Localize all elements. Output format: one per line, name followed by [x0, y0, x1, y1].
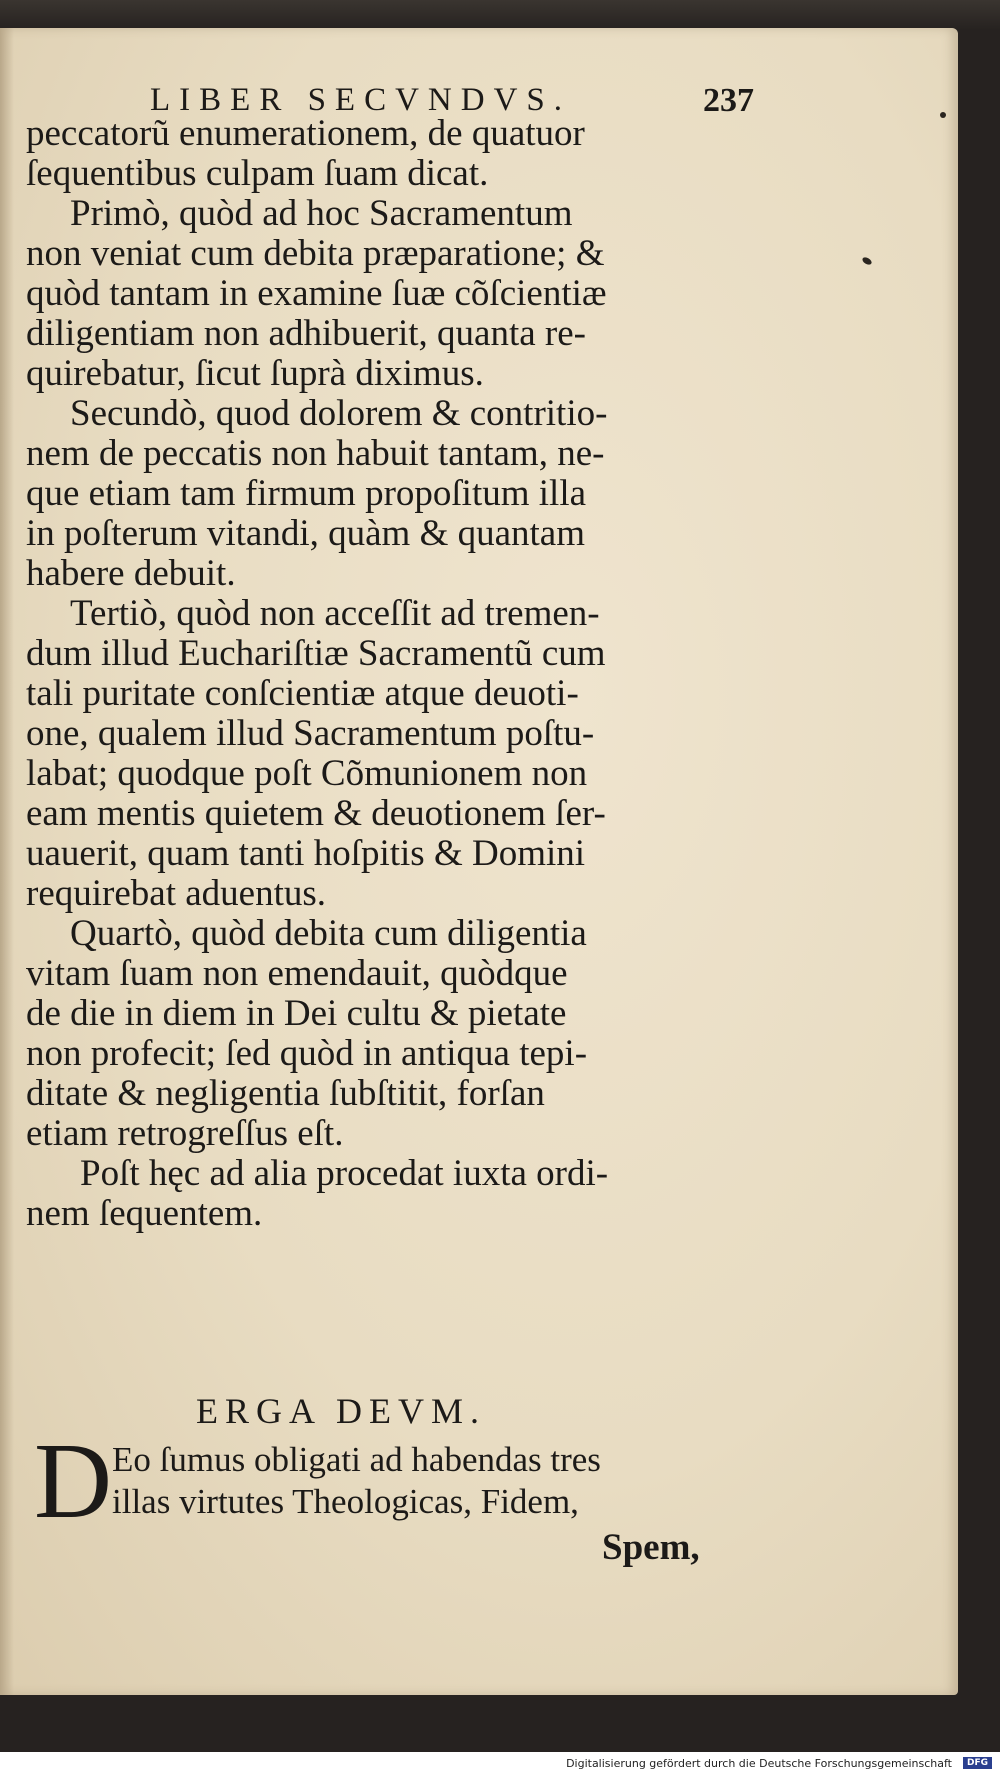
dfg-logo: DFG — [963, 1757, 992, 1769]
text-line: Tertiò, quòd non acceſſit ad tremen- — [70, 593, 600, 634]
drop-cap-initial: D — [34, 1422, 112, 1541]
text-line: one, qualem illud Sacramentum poſtu- — [26, 713, 595, 754]
text-line: etiam retrogreſſus eſt. — [26, 1113, 344, 1154]
text-line: vitam ſuam non emendauit, quòdque — [26, 953, 568, 994]
page-number: 237 — [703, 82, 754, 119]
text-line: quòd tantam in examine ſuæ cõſcientiæ — [26, 273, 607, 314]
text-line: peccatorũ enumerationem, de quatuor — [26, 113, 585, 154]
section-heading: ERGA DEVM. — [196, 1391, 487, 1431]
ink-spot — [940, 112, 946, 118]
text-line: requirebat aduentus. — [26, 873, 326, 914]
footer-credit: Digitalisierung gefördert durch die Deutsche Forschungsgemeinschaft — [566, 1757, 952, 1770]
text-line: tali puritate conſcientiæ atque deuoti- — [26, 673, 579, 714]
text-line: diligentiam non adhibuerit, quanta re- — [26, 313, 586, 354]
text-line: nem de peccatis non habuit tantam, ne- — [26, 433, 605, 474]
text-line: Quartò, quòd debita cum diligentia — [70, 913, 587, 954]
text-line: ditate & negligentia ſubſtitit, forſan — [26, 1073, 545, 1114]
text-line: uauerit, quam tanti hoſpitis & Domini — [26, 833, 586, 874]
text-line: dum illud Euchariſtiæ Sacramentũ cum — [26, 633, 606, 674]
text-line: illas virtutes Theologicas, Fidem, — [112, 1482, 579, 1521]
text-line: de die in diem in Dei cultu & pietate — [26, 993, 567, 1034]
text-line: Eo ſumus obligati ad habendas tres — [112, 1440, 601, 1479]
text-line: Poſt hęc ad alia procedat iuxta ordi- — [80, 1153, 609, 1194]
text-line: non veniat cum debita præparatione; & — [26, 233, 605, 274]
text-line: Primò, quòd ad hoc Sacramentum — [70, 193, 573, 234]
text-line: ſequentibus culpam ſuam dicat. — [26, 153, 489, 194]
text-line: habere debuit. — [26, 553, 236, 594]
text-line: Secundò, quod dolorem & contritio- — [70, 393, 608, 434]
running-head: LIBER SECVNDVS. — [150, 82, 572, 118]
catchword: Spem, — [602, 1527, 700, 1568]
text-line: quirebatur, ſicut ſuprà diximus. — [26, 353, 484, 394]
text-line: nem ſequentem. — [26, 1193, 263, 1234]
page-gutter — [0, 28, 14, 1695]
text-line: non profecit; ſed quòd in antiqua tepi- — [26, 1033, 588, 1074]
text-line: in poſterum vitandi, quàm & quantam — [26, 513, 586, 554]
scan-top-edge — [0, 0, 1000, 30]
text-line: labat; quodque poſt Cõmunionem non — [26, 753, 588, 794]
text-line: que etiam tam firmum propoſitum illa — [26, 473, 587, 514]
text-line: eam mentis quietem & deuotionem ſer- — [26, 793, 606, 834]
